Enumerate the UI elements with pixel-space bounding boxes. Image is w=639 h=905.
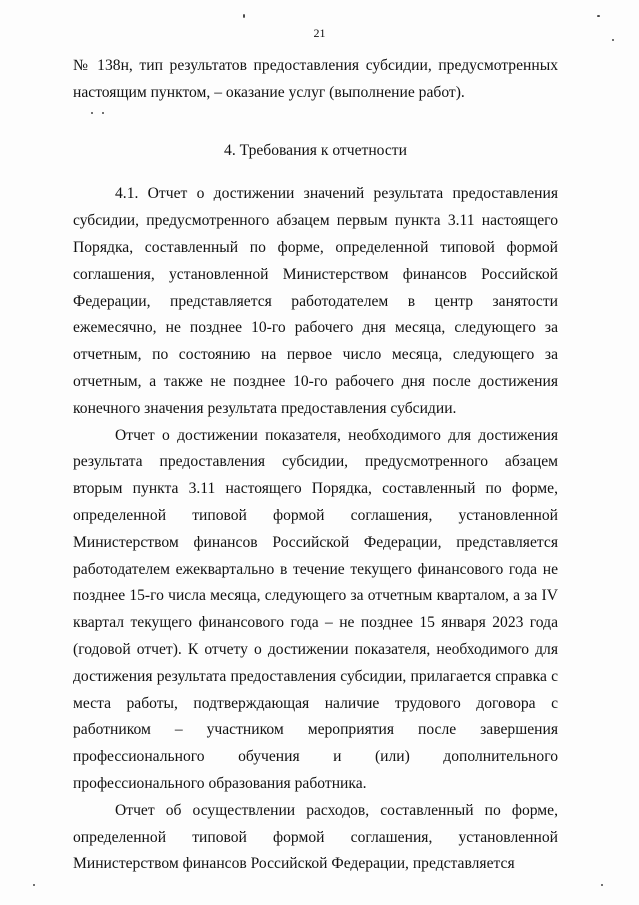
paragraph-4-1: 4.1. Отчет о достижении значений результата предоставления субсидии, предусмотренного абзацем первым пункта 3.11 настоящего Порядка, составленный по форме, определенной типовой формой соглашения, установленной Министерством финансов Российской Федерации, представляется работодателем в центр занятости ежемесячно, не позднее 10-го рабочего дня месяца, следующего за отчетным, по состоянию на первое число месяца, следующего за отчетным, а также не позднее 10-го рабочего дня после достижения конечного значения результата предоставления субсидии.: [73, 185, 558, 417]
section-heading: 4. Требования к отчетности: [224, 141, 407, 159]
scan-speck: [597, 15, 600, 17]
scan-speck: [33, 884, 35, 886]
paragraph-indicator-report: Отчет о достижении показателя, необходимого для достижения результата предоставления субсидии, предусмотренного абзацем вторым пункта 3.11 настоящего Порядка, составленный по форме, определенной типовой формой соглашения, установленной Министерством финансов Российской Федерации, представляется работодателем ежеквартально в течение текущего финансового года не позднее 15-го числа месяца, следующего за отчетным кварталом, а за IV квартал текущего финансового года – не позднее 15 января 2023 года (годовой отчет). К отчету о достижении показателя, необходимого для достижения результата предоставления субсидии, прилагается справка с места работы, подтверждающая наличие трудового договора с работником – участником мероприятия после завершения профессионального обучения и (или) дополнительного профессионального образования работника.: [73, 426, 558, 792]
scan-speck: [243, 14, 245, 18]
scan-speck: [612, 39, 614, 41]
scan-speck: [91, 112, 93, 114]
paragraph-continuation: № 138н, тип результатов предоставления субсидии, предусмотренных настоящим пунктом, – оказание услуг (выполнение работ).: [73, 57, 558, 101]
document-body: [73, 53, 558, 878]
paragraph-expenses-report: Отчет об осуществлении расходов, составленный по форме, определенной типовой формой соглашения, установленной Министерством финансов Российской Федерации, представляется: [73, 801, 558, 873]
scan-speck: [102, 112, 104, 114]
scan-speck: [601, 884, 603, 886]
page-number: 21: [313, 26, 326, 40]
